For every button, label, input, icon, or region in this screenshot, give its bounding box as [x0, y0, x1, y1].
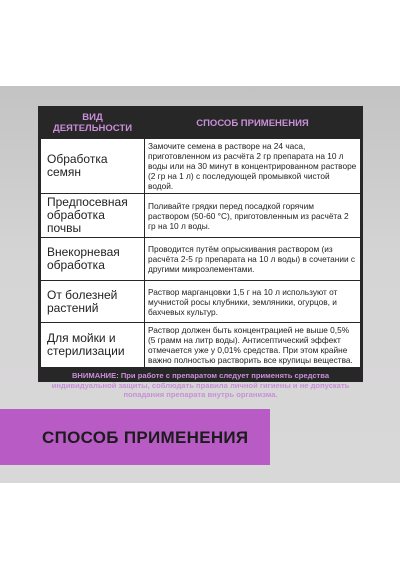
header-method: СПОСОБ ПРИМЕНЕНИЯ [145, 108, 361, 139]
row-desc: Проводится путём опрыскивания раствором (из расчёта 2-5 гр препарата на 10 л воды) в сочетании с другими микроэлементами. [145, 238, 361, 281]
row-kind: Для мойки и стерилизации [41, 323, 145, 368]
usage-table [40, 108, 361, 368]
table-row [41, 323, 361, 368]
table-row [41, 139, 361, 194]
table-row [41, 238, 361, 281]
row-kind: От болезней растений [41, 281, 145, 323]
table-row [41, 281, 361, 323]
row-kind: Обработка семян [41, 139, 145, 194]
usage-table-card [38, 106, 363, 399]
row-desc: Раствор должен быть концентрацией не выше 0,5% (5 грамм на литр воды). Антисептический эффект отмечается уже у 0,01% средства. При этом крайне важно полностью растворить все крупицы вещества. [145, 323, 361, 368]
row-desc: Раствор марганцовки 1,5 г на 10 л используют от мучнистой росы клубники, земляники, огурцов, и бахчевых культур. [145, 281, 361, 323]
row-kind: Внекорневая обработка [41, 238, 145, 281]
banner-title: СПОСОБ ПРИМЕНЕНИЯ [42, 428, 249, 447]
row-kind: Предпосевная обработка почвы [41, 194, 145, 238]
table-header-row [41, 108, 361, 139]
row-desc: Поливайте грядки перед посадкой горячим раствором (50-60 °С), приготовленным из расчёта 2 гр на 10 л воды. [145, 194, 361, 238]
header-activity-type: ВИД ДЕЯТЕЛЬНОСТИ [41, 108, 145, 139]
row-desc: Замочите семена в растворе на 24 часа, приготовленном из расчёта 2 гр препарата на 10 л воды или на 30 минут в концентрированном растворе (2 гр на 1 л) с последующей промывкой чистой водой. [145, 139, 361, 194]
table-row [41, 194, 361, 238]
warning-note: ВНИМАНИЕ: При работе с препаратом следует применять средства индивидуальной защиты, соблюдать правила личной гигиены и не допускать попадания препарата внутрь организма. [51, 371, 350, 399]
